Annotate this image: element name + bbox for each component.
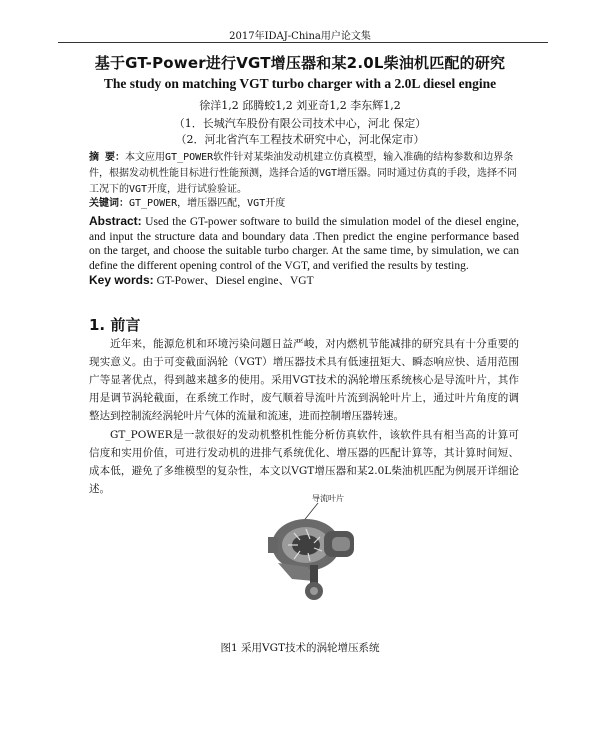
title-english: The study on matching VGT turbo charger with a 2.0L diesel engine xyxy=(103,76,497,91)
abstract-chinese xyxy=(89,150,519,198)
header-rule xyxy=(58,42,548,43)
affiliation-2: （2．河北省汽车工程技术研究中心，河北保定市） xyxy=(175,133,425,146)
figure-caption: 图1 采用VGT技术的涡轮增压系统 xyxy=(220,642,380,654)
keywords-english xyxy=(89,272,519,288)
keywords-chinese xyxy=(89,196,519,212)
turbocharger-figure xyxy=(258,493,368,605)
authors: 徐洋1,2 邱腾蛟1,2 刘亚奇1,2 李东辉1,2 xyxy=(199,99,401,112)
abstract-english-text: Used the GT-power software to build the simulation model of the diesel engine, and input the structure data and boundary data .Then predict the engine performance based on the target, and choose the suitable turbo charger. At the same time, by simulation, we can define the different opening control of the VGT, and verified the results by testing. xyxy=(89,216,519,272)
abstract-english-label: Abstract: xyxy=(89,214,142,228)
title-chinese: 基于GT-Power进行VGT增压器和某2.0L柴油机匹配的研究 xyxy=(94,54,506,72)
abstract-english xyxy=(89,214,519,273)
figure-callout-label: 导流叶片 xyxy=(312,494,344,503)
section-heading: 1. 前言 xyxy=(89,316,141,334)
running-header: 2017年IDAJ-China用户论文集 xyxy=(229,31,371,42)
paragraph-1: 近年来，能源危机和环境污染问题日益严峻，对内燃机节能减排的研究具有十分重要的现实意义。由于可变截面涡轮（VGT）增压器技术具有低速扭矩大、瞬态响应快、适用范围广等显著优点，得到越来越多的使用。采用VGT技术的涡轮增压系统核心是导流叶片，其作用是调节涡轮截面，在系统工作时，废气顺着导流叶片流到涡轮叶片上，通过叶片角度的调整达到控制流经涡轮叶片气体的流量和流速，进而控制增压器转速。 xyxy=(89,338,519,422)
affiliation-1: （1．长城汽车股份有限公司技术中心，河北 保定） xyxy=(173,117,427,130)
paragraph-2: GT_POWER是一款很好的发动机整机性能分析仿真软件，该软件具有相当高的计算可信度和实用价值，可进行发动机的进排气系统优化、增压器的匹配计算等，其计算时间短、成本低，避免了多维模型的复杂性，本文以VGT增压器和某2.0L柴油机匹配为例展开详细论述。 xyxy=(89,429,519,495)
keywords-english-label: Key words: xyxy=(89,273,154,287)
abstract-chinese-label: 摘 要： xyxy=(89,152,126,163)
keywords-chinese-text: GT_POWER，增压器匹配，VGT开度 xyxy=(129,198,286,209)
keywords-english-text: GT-Power、Diesel engine、VGT xyxy=(156,275,314,287)
abstract-chinese-text: 本文应用GT_POWER软件针对某柴油发动机建立仿真模型，输入准确的结构参数和边界条件，根据发动机性能目标进行性能预测，选择合适的VGT增压器。同时通过仿真的手段，选择不同工况下的VGT开度，进行试验验证。 xyxy=(89,152,518,195)
keywords-chinese-label: 关键词： xyxy=(89,198,129,209)
